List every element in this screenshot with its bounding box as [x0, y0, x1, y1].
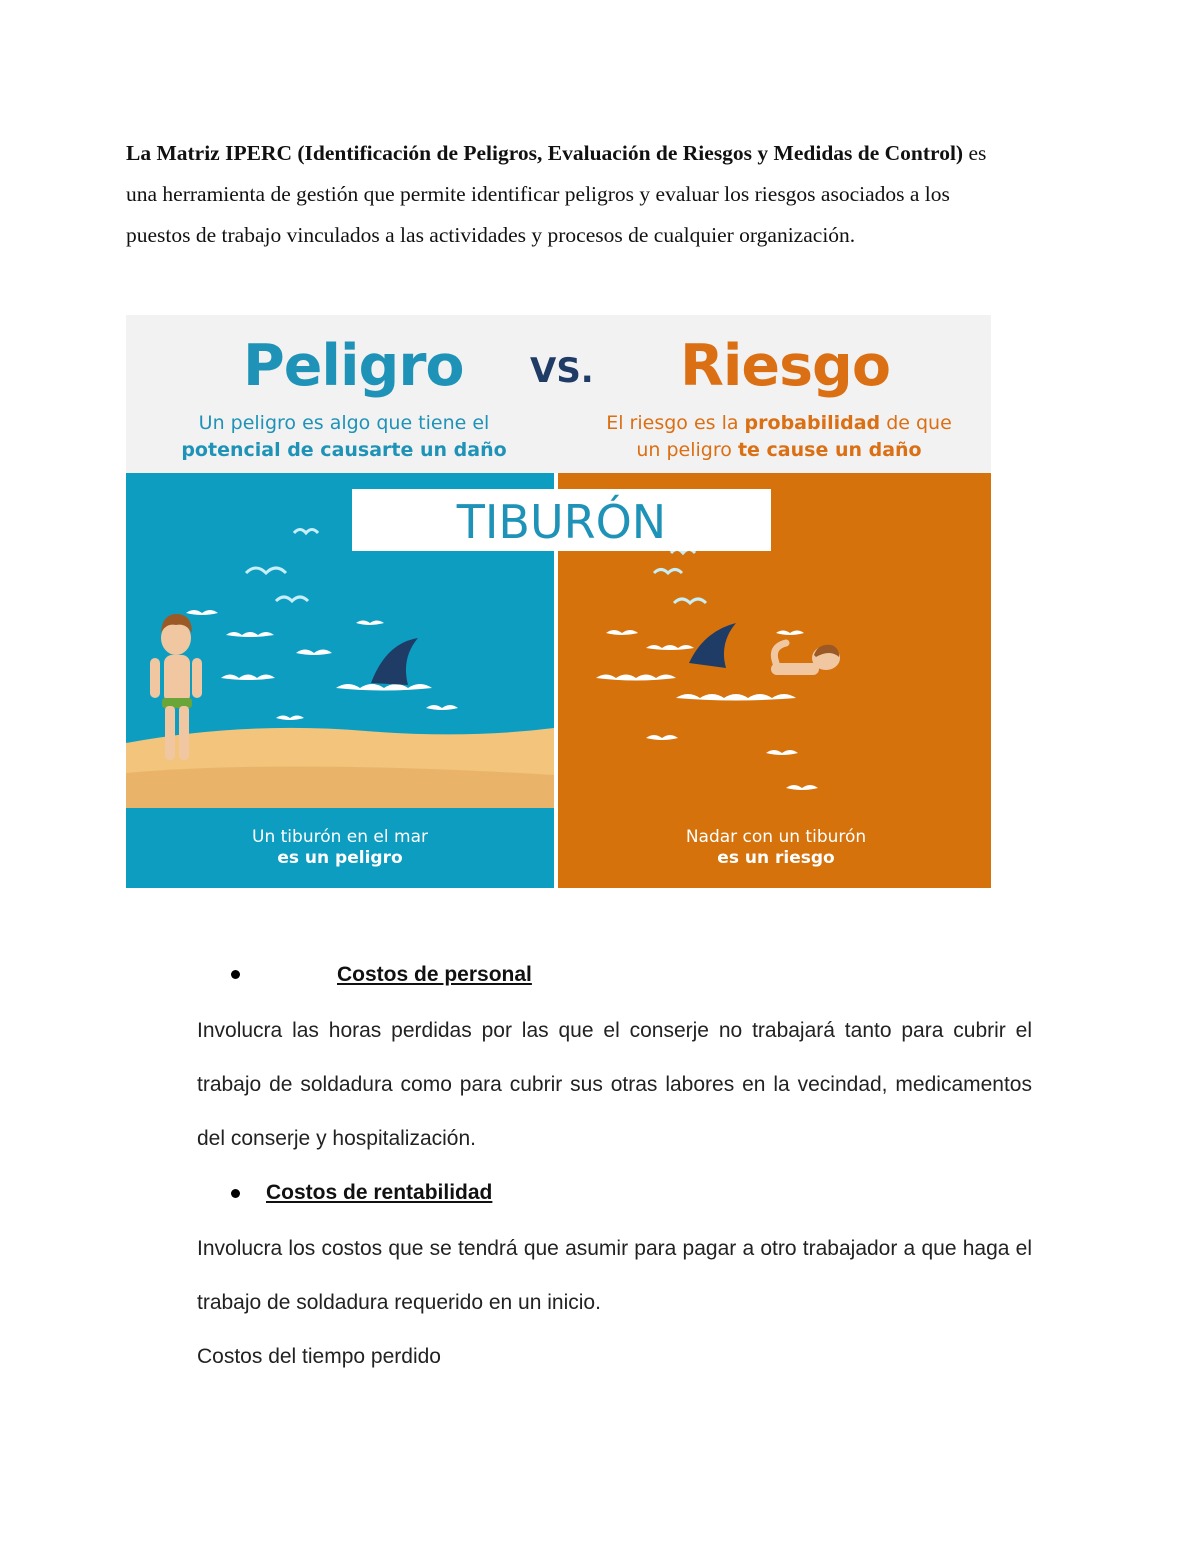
heading-costos-personal: Costos de personal	[337, 963, 532, 986]
birds-right	[654, 550, 706, 604]
peligro-title: Peligro	[243, 333, 464, 399]
waves-left	[186, 610, 458, 720]
tiburon-label: TIBURÓN	[352, 489, 771, 551]
bullet-costos-rentabilidad	[231, 1189, 240, 1198]
sand-shadow	[126, 766, 554, 808]
peligro-definition	[144, 410, 544, 464]
riesgo-definition	[574, 410, 984, 464]
heading-costos-rentabilidad: Costos de rentabilidad	[266, 1181, 493, 1204]
caption-peligro-line2: es un peligro	[277, 848, 403, 868]
vs-label: VS.	[530, 351, 594, 391]
bullet-costos-personal	[231, 970, 240, 979]
riesgo-def-2a: un peligro	[636, 439, 738, 461]
body-costos-personal: Involucra las horas perdidas por las que el conserje no trabajará tanto para cubrir el trabajo de soldadura como para cubrir sus otras labores en la vecindad, medicamentos del conserje y hospitalización.	[197, 1019, 1032, 1150]
riesgo-def-1b: probabilidad	[744, 412, 881, 434]
birds-left	[246, 530, 318, 602]
riesgo-def-1a: El riesgo es la	[606, 412, 745, 434]
intro-paragraph	[126, 133, 1006, 256]
riesgo-title: Riesgo	[680, 333, 890, 399]
peligro-definition-line1: Un peligro es algo que tiene el	[198, 412, 490, 434]
text-costos-tiempo-perdido: Costos del tiempo perdido	[197, 1345, 441, 1368]
shark-fin-left	[371, 638, 418, 685]
caption-riesgo-line1: Nadar con un tiburón	[685, 827, 867, 847]
intro-rest: es una herramienta de gestión que permite identificar peligros y evaluar los riesgos asociados a los puestos de trabajo vinculados a las actividades y procesos de cualquier organización.	[126, 141, 987, 247]
caption-riesgo	[626, 827, 926, 869]
caption-riesgo-line2: es un riesgo	[717, 848, 835, 868]
body-costos-rentabilidad: Involucra los costos que se tendrá que asumir para pagar a otro trabajador a que haga el trabajo de soldadura requerido en un inicio.	[197, 1237, 1032, 1314]
riesgo-def-1c: de que	[880, 412, 952, 434]
peligro-vs-riesgo-infographic	[126, 315, 991, 888]
swimmer-illustration	[771, 643, 840, 675]
intro-bold: La Matriz IPERC (Identificación de Peligros, Evaluación de Riesgos y Medidas de Control)	[126, 141, 964, 165]
riesgo-def-2b: te cause un daño	[737, 439, 922, 461]
shark-fin-right	[689, 623, 736, 668]
caption-peligro	[190, 827, 490, 869]
caption-peligro-line1: Un tiburón en el mar	[252, 827, 428, 847]
peligro-definition-line2: potencial de causarte un daño	[181, 439, 507, 461]
